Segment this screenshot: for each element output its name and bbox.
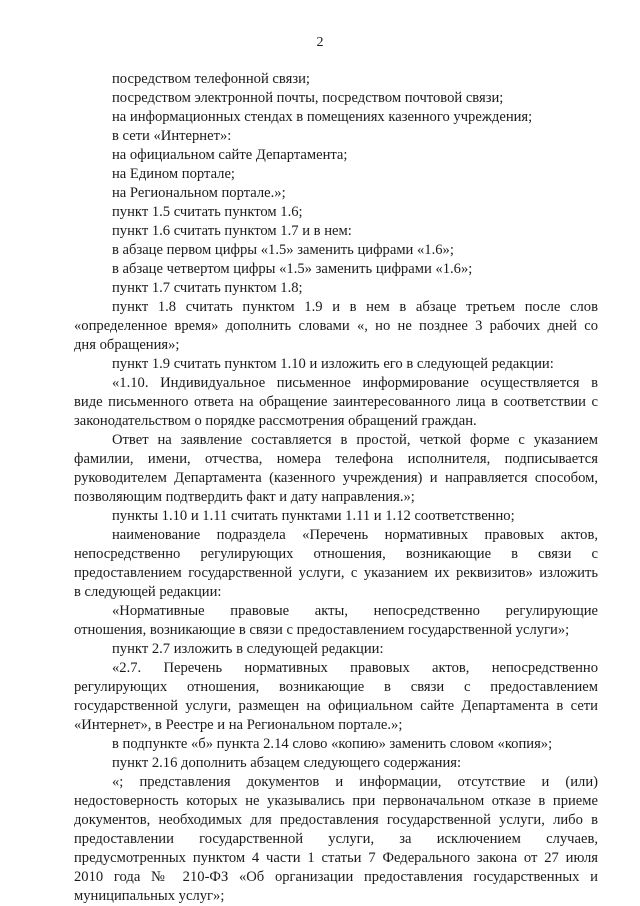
text-line: государственной услуги, размещен на официальном сайте Департамента в сети bbox=[74, 698, 598, 714]
text-line: регулирующих отношения, возникающие в связи с предоставлением bbox=[74, 679, 598, 695]
text-line: посредством телефонной связи; bbox=[112, 71, 310, 87]
text-line: пункт 1.9 считать пунктом 1.10 и изложить его в следующей редакции: bbox=[112, 356, 554, 372]
text-line: пункт 1.6 считать пунктом 1.7 и в нем: bbox=[112, 223, 352, 239]
text-line: недостоверность которых не указывались при первоначальном отказе в приеме bbox=[74, 793, 598, 809]
text-line: в следующей редакции: bbox=[74, 584, 222, 600]
text-line: на Едином портале; bbox=[112, 166, 235, 182]
text-line: 2010 года № 210-ФЗ «Об организации предоставления государственных и bbox=[74, 869, 598, 885]
text-line: «Нормативные правовые акты, непосредственно регулирующие bbox=[112, 603, 598, 619]
text-line: предусмотренных пунктом 4 части 1 статьи 7 Федерального закона от 27 июля bbox=[74, 850, 598, 866]
text-line: отношения, возникающие в связи с предоставлением государственной услуги»; bbox=[74, 622, 570, 638]
text-line: «определенное время» дополнить словами «, но не позднее 3 рабочих дней со bbox=[74, 318, 598, 334]
text-line: законодательством о порядке рассмотрения обращений граждан. bbox=[74, 413, 477, 429]
text-line: документов, необходимых для предоставления государственной услуги, либо в bbox=[74, 812, 598, 828]
text-line: Ответ на заявление составляется в простой, четкой форме с указанием bbox=[112, 432, 598, 448]
text-line: на информационных стендах в помещениях казенного учреждения; bbox=[112, 109, 533, 125]
text-line: в абзаце первом цифры «1.5» заменить цифрами «1.6»; bbox=[112, 242, 454, 258]
text-line: «Интернет», в Реестре и на Региональном портале.»; bbox=[74, 717, 403, 733]
text-line: в подпункте «б» пункта 2.14 слово «копию» заменить словом «копия»; bbox=[112, 736, 553, 752]
text-line: пункт 2.16 дополнить абзацем следующего содержания: bbox=[112, 755, 462, 771]
text-line: «; представления документов и информации, отсутствие и (или) bbox=[112, 774, 598, 790]
text-line: позволяющим подтвердить факт и дату направления.»; bbox=[74, 489, 415, 505]
text-line: непосредственно регулирующих отношения, возникающие в связи с bbox=[74, 546, 598, 562]
text-line: «1.10. Индивидуальное письменное информирование осуществляется в bbox=[112, 375, 598, 391]
text-line: в сети «Интернет»: bbox=[112, 128, 232, 144]
text-line: на официальном сайте Департамента; bbox=[112, 147, 348, 163]
document-body bbox=[74, 70, 598, 906]
text-line: пункты 1.10 и 1.11 считать пунктами 1.11 и 1.12 соответственно; bbox=[112, 508, 515, 524]
text-line: пункт 2.7 изложить в следующей редакции: bbox=[112, 641, 384, 657]
page-number: 2 bbox=[316, 35, 324, 50]
text-line: руководителем Департамента (казенного учреждения) и направляется способом, bbox=[74, 470, 598, 486]
text-line: «2.7. Перечень нормативных правовых актов, непосредственно bbox=[112, 660, 598, 676]
text-line: виде письменного ответа на обращение заинтересованного лица в соответствии с bbox=[74, 394, 598, 410]
text-line: посредством электронной почты, посредством почтовой связи; bbox=[112, 90, 504, 106]
text-line: пункт 1.8 считать пунктом 1.9 и в нем в абзаце третьем после слов bbox=[112, 299, 598, 315]
text-line: наименование подраздела «Перечень нормативных правовых актов, bbox=[112, 527, 598, 543]
text-line: дня обращения»; bbox=[74, 337, 180, 353]
text-line: на Региональном портале.»; bbox=[112, 185, 286, 201]
text-line: предоставлением государственной услуги, с указанием их реквизитов» изложить bbox=[74, 565, 598, 581]
text-line: муниципальных услуг»; bbox=[74, 888, 225, 904]
text-line: фамилии, имени, отчества, номера телефона исполнителя, подписывается bbox=[74, 451, 598, 467]
text-line: предоставлении государственной услуги, за исключением случаев, bbox=[74, 831, 598, 847]
text-line: пункт 1.5 считать пунктом 1.6; bbox=[112, 204, 303, 220]
text-line: в абзаце четвертом цифры «1.5» заменить цифрами «1.6»; bbox=[112, 261, 473, 277]
text-line: пункт 1.7 считать пунктом 1.8; bbox=[112, 280, 303, 296]
